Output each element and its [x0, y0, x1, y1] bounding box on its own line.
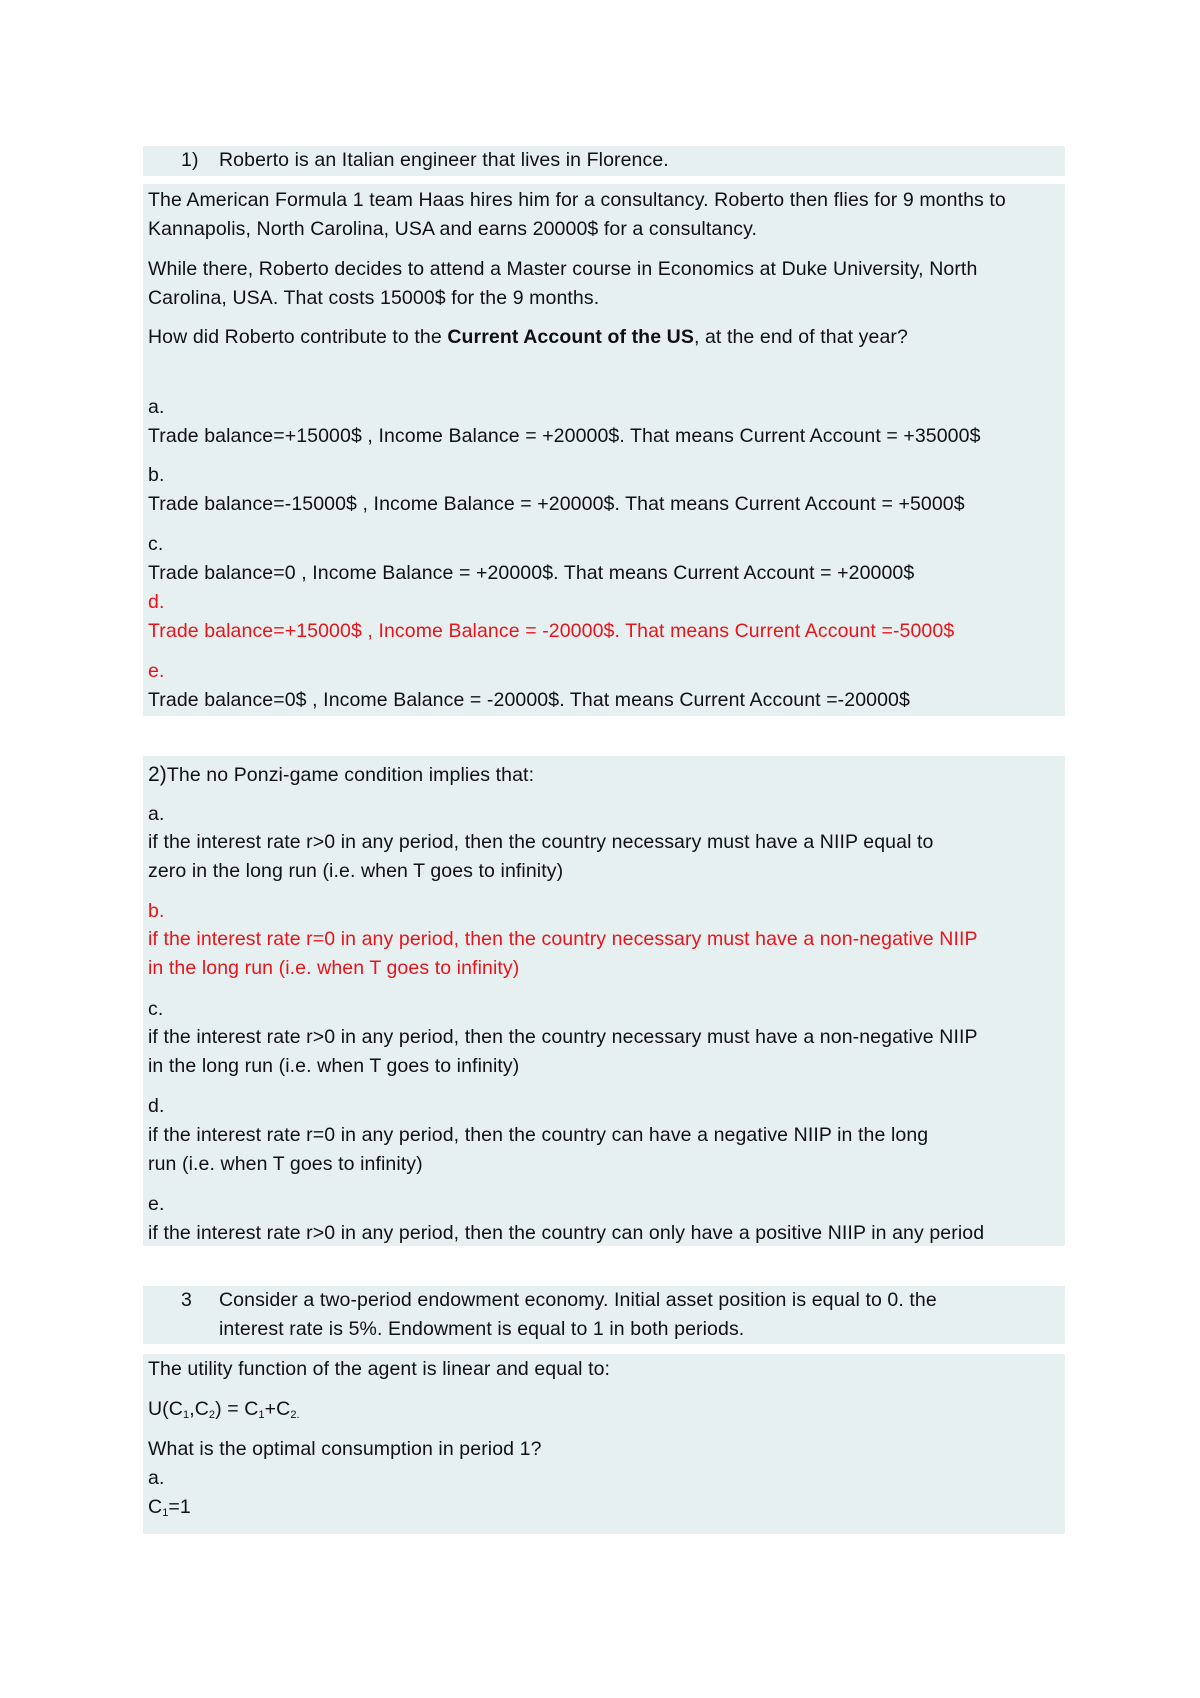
q2-option-d-line1: if the interest rate r=0 in any period, then the country can have a negative NIIP in the long — [148, 1124, 929, 1146]
q2-option-c-line1: if the interest rate r>0 in any period, then the country necessary must have a non-negative NIIP — [148, 1026, 978, 1048]
q3-utility-sub3: 1 — [258, 1409, 265, 1421]
q1-heading: Roberto is an Italian engineer that lives in Florence. — [219, 149, 669, 171]
q3-number: 3 — [181, 1289, 192, 1311]
q2-option-c-line2: in the long run (i.e. when T goes to infinity) — [148, 1055, 520, 1077]
q2-option-c-letter: c. — [148, 998, 164, 1020]
q1-option-d-text: Trade balance=+15000$ , Income Balance = -20000$. That means Current Account =-5000$ — [148, 620, 955, 642]
q2-heading — [148, 760, 1061, 790]
q3-utility-sub2: 2 — [208, 1409, 216, 1421]
q2-option-b-line2: in the long run (i.e. when T goes to infinity) — [148, 957, 520, 979]
q3-body-box — [143, 1354, 1065, 1534]
q1-body-box — [143, 184, 1065, 716]
q1-option-b-letter: b. — [148, 464, 165, 486]
q1-option-a-text: Trade balance=+15000$ , Income Balance = +20000$. That means Current Account = +35000$ — [148, 425, 981, 447]
q2-option-d-line2: run (i.e. when T goes to infinity) — [148, 1153, 423, 1175]
q3-utility-sub1: 1 — [182, 1409, 190, 1421]
q2-option-a-line2: zero in the long run (i.e. when T goes to infinity) — [148, 860, 564, 882]
q3-option-a-c: C — [148, 1496, 163, 1518]
q3-option-a-val: =1 — [168, 1496, 191, 1518]
q1-para1: The American Formula 1 team Haas hires him for a consultancy. Roberto then flies for 9 months to Kannapolis, North Carolina, USA and earns 20000$ for a consultancy. — [148, 189, 1006, 240]
q2-heading-text: The no Ponzi-game condition implies that: — [166, 764, 535, 786]
q1-option-c-text: Trade balance=0 , Income Balance = +20000$. That means Current Account = +20000$ — [148, 562, 915, 584]
q1-option-d-letter: d. — [148, 591, 165, 613]
q1-heading-box — [143, 146, 1065, 176]
q3-utility-sub4: 2. — [290, 1409, 300, 1421]
q2-number: 2) — [148, 763, 167, 786]
q1-option-e-text: Trade balance=0$ , Income Balance = -20000$. That means Current Account =-20000$ — [148, 689, 910, 711]
q3-heading-box — [143, 1286, 1065, 1344]
q1-question-bold: Current Account of the US — [447, 326, 694, 348]
q2-option-a-line1: if the interest rate r>0 in any period, then the country necessary must have a NIIP equal to — [148, 831, 934, 853]
q3-utility-eq: ) = C — [215, 1398, 259, 1420]
q3-option-a-text — [148, 1493, 1061, 1528]
q2-option-b-line1: if the interest rate r=0 in any period, then the country necessary must have a non-negative NIIP — [148, 928, 978, 950]
q1-question — [148, 323, 1061, 352]
q3-utility-formula — [148, 1395, 1061, 1430]
q1-option-c-letter: c. — [148, 533, 164, 555]
q3-heading-line1: Consider a two-period endowment economy. Initial asset position is equal to 0. the — [219, 1289, 937, 1311]
q1-question-post: , at the end of that year? — [693, 326, 908, 348]
q3-heading-line2: interest rate is 5%. Endowment is equal to 1 in both periods. — [219, 1318, 745, 1340]
q2-option-e-letter: e. — [148, 1193, 165, 1215]
q1-number: 1) — [181, 149, 199, 171]
q3-utility-comma: ,C — [189, 1398, 209, 1420]
q1-para2: While there, Roberto decides to attend a Master course in Economics at Duke University, North Carolina, USA. That costs 15000$ for the 9 months. — [148, 258, 978, 309]
q2-option-e-line1: if the interest rate r>0 in any period, then the country can only have a positive NIIP in any period — [148, 1222, 985, 1244]
q1-option-b-text: Trade balance=-15000$ , Income Balance = +20000$. That means Current Account = +5000$ — [148, 493, 965, 515]
q1-option-a-letter: a. — [148, 396, 165, 418]
q1-option-e-letter: e. — [148, 660, 165, 682]
q3-utility-plus: +C — [264, 1398, 291, 1420]
q3-option-a-letter: a. — [148, 1467, 165, 1489]
q3-utility-intro: The utility function of the agent is linear and equal to: — [148, 1358, 611, 1380]
q2-box — [143, 756, 1065, 1246]
q3-question: What is the optimal consumption in period 1? — [148, 1438, 542, 1460]
q2-option-a-letter: a. — [148, 803, 165, 825]
q3-option-a-sub: 1 — [162, 1507, 169, 1519]
q1-question-pre: How did Roberto contribute to the — [148, 326, 448, 348]
q2-option-b-letter: b. — [148, 900, 165, 922]
q3-utility-u: U(C — [148, 1398, 183, 1420]
q2-option-d-letter: d. — [148, 1095, 165, 1117]
